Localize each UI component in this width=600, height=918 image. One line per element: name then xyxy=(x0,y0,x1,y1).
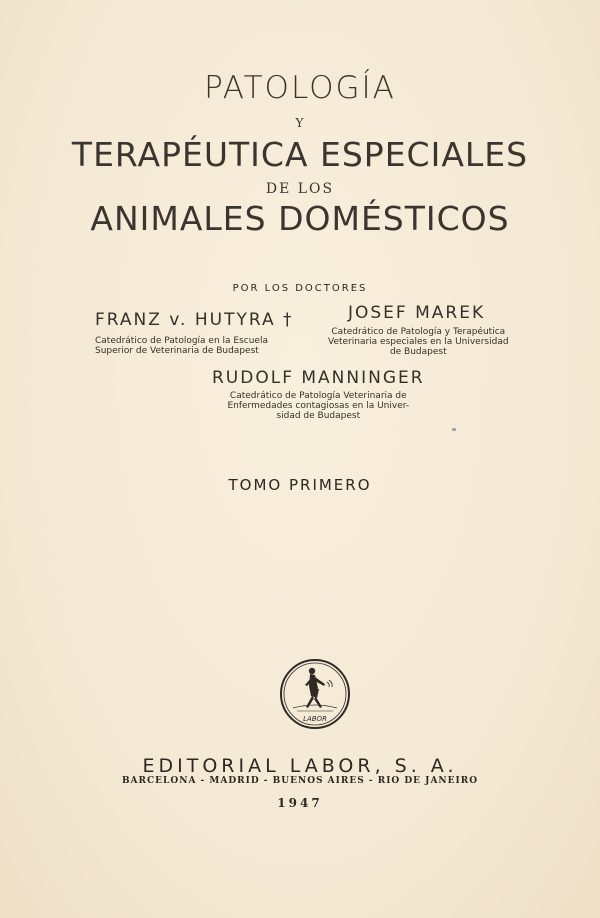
author-name: JOSEF MAREK xyxy=(348,303,486,323)
affiliation-line: de Budapest xyxy=(389,347,447,357)
title-line-1: PATOLOGÍA xyxy=(204,70,396,106)
author-manninger xyxy=(212,368,425,421)
affiliation-line: Enfermedades contagiosas en la Univer- xyxy=(227,401,410,411)
publisher-name: EDITORIAL LABOR, S. A. xyxy=(142,755,458,777)
title-line-3: ANIMALES DOMÉSTICOS xyxy=(90,199,510,238)
author-hutyra xyxy=(95,310,294,356)
by-line: POR LOS DOCTORES xyxy=(232,283,368,294)
publication-year: 1947 xyxy=(277,796,323,810)
logo-text: LABOR xyxy=(303,715,327,723)
author-affiliation xyxy=(95,336,294,356)
affiliation-line: sidad de Budapest xyxy=(276,411,361,421)
title-line-2: TERAPÉUTICA ESPECIALES xyxy=(71,135,529,174)
publisher-cities: BARCELONA - MADRID - BUENOS AIRES - RIO DE JANEIRO xyxy=(121,776,479,786)
author-marek xyxy=(328,303,509,357)
affiliation-line: Catedrático de Patología Veterinaria de xyxy=(229,391,407,401)
author-affiliation xyxy=(212,391,425,421)
title-conjunction: Y xyxy=(295,116,305,130)
author-name: RUDOLF MANNINGER xyxy=(212,368,425,388)
ink-speck xyxy=(452,428,456,431)
affiliation-line: Superior de Veterinaria de Budapest xyxy=(95,346,259,356)
volume-label: TOMO PRIMERO xyxy=(228,476,372,494)
publisher-logo-icon xyxy=(279,658,351,730)
title-connector: DE LOS xyxy=(265,181,335,197)
affiliation-line: Veterinaria especiales en la Universidad xyxy=(328,337,509,347)
author-name: FRANZ v. HUTYRA † xyxy=(95,310,294,330)
affiliation-line: Catedrático de Patología en la Escuela xyxy=(95,336,268,346)
affiliation-line: Catedrático de Patología y Terapéutica xyxy=(331,327,506,337)
author-affiliation xyxy=(328,327,509,357)
